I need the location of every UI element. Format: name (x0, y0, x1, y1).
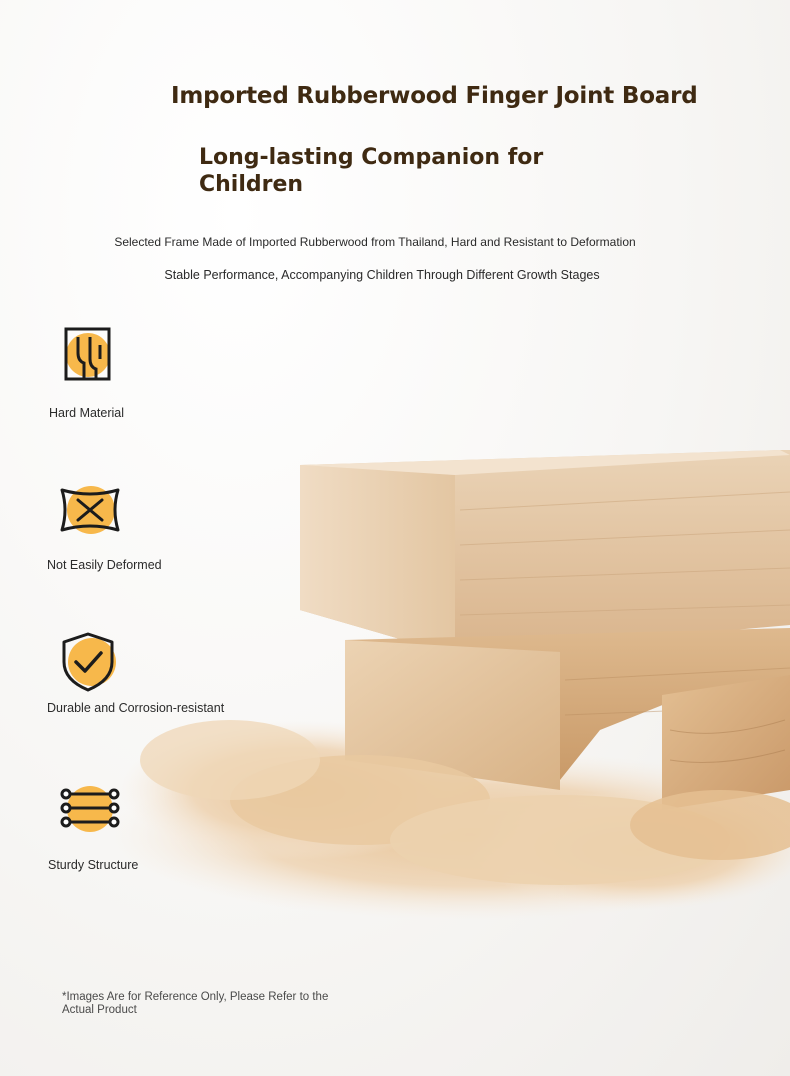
description-line-1: Selected Frame Made of Imported Rubberwood from Thailand, Hard and Resistant to Deformation (114, 235, 636, 249)
page-title: Imported Rubberwood Finger Joint Board (171, 83, 698, 109)
deformation-icon (58, 480, 122, 544)
shield-check-icon (58, 630, 122, 694)
feature-label-hard-material: Hard Material (49, 406, 125, 420)
feature-label-sturdy: Sturdy Structure (48, 858, 139, 872)
description-line-2: Stable Performance, Accompanying Children Through Different Growth Stages (164, 268, 600, 282)
structure-icon (58, 778, 122, 842)
page-subtitle: Long-lasting Companion for Children (199, 145, 544, 197)
disclaimer-note: *Images Are for Reference Only, Please Refer to the Actual Product (62, 991, 329, 1016)
feature-label-durable: Durable and Corrosion-resistant (47, 701, 225, 715)
wood-grain-icon (58, 323, 122, 387)
feature-label-not-deformed: Not Easily Deformed (47, 558, 162, 572)
